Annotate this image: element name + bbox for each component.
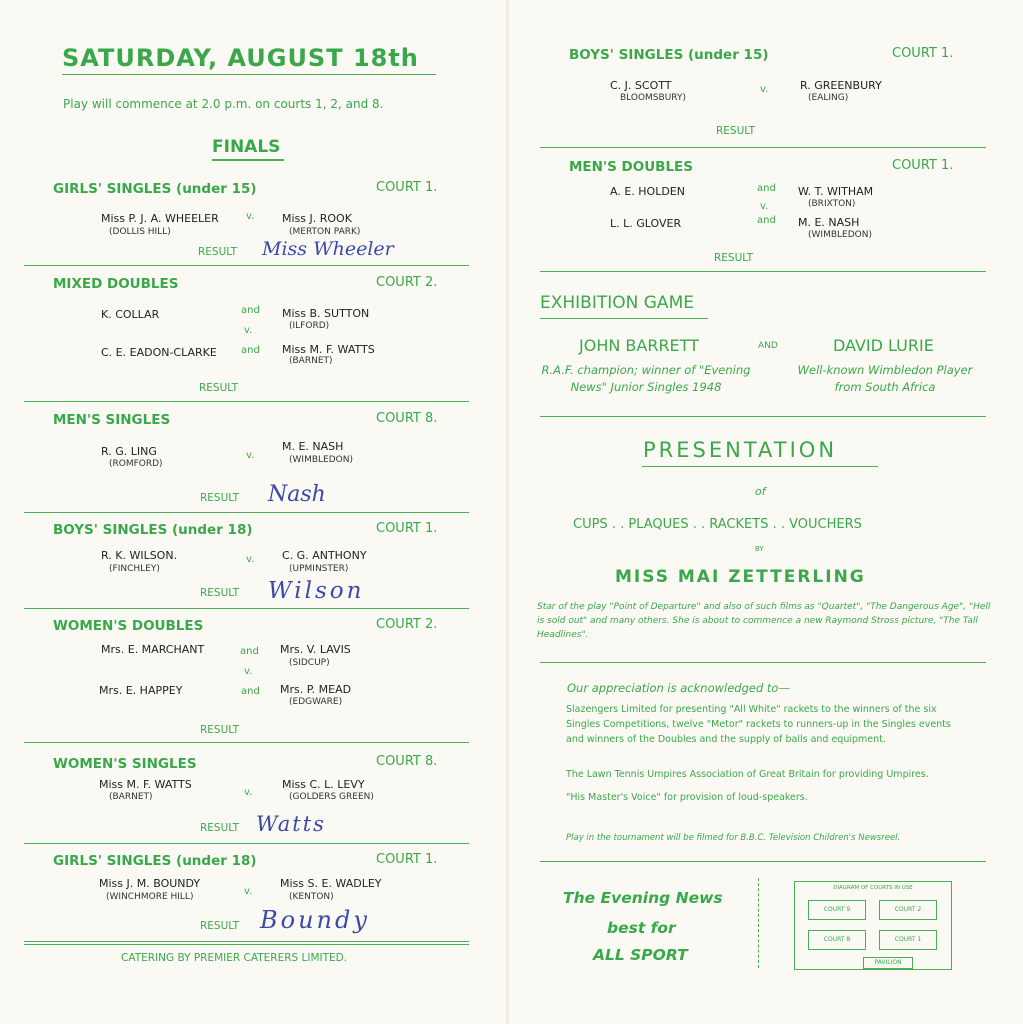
- exhibition-heading: EXHIBITION GAME: [540, 293, 694, 313]
- player-description: R.A.F. champion; winner of "Evening News" Junior Singles 1948: [541, 363, 751, 394]
- advert-line: ALL SPORT: [593, 946, 688, 964]
- court-label: COURT 2.: [376, 275, 438, 290]
- section-divider: [24, 512, 469, 513]
- result-label: RESULT: [200, 724, 240, 736]
- event-title: MEN'S DOUBLES: [569, 159, 693, 175]
- player-name: K. COLLAR: [101, 308, 160, 321]
- event-title: BOYS' SINGLES (under 15): [569, 47, 769, 63]
- court-label: COURT 1.: [376, 521, 438, 536]
- court-box: COURT 8: [808, 930, 866, 950]
- left-page: [0, 0, 506, 1024]
- and-connector: and: [241, 345, 260, 356]
- player-name: Miss M. F. WATTS: [99, 778, 192, 791]
- player-club: (WINCHMORE HILL): [106, 892, 194, 902]
- section-divider: [24, 608, 469, 609]
- player-club: (ILFORD): [289, 321, 330, 331]
- versus: v.: [760, 201, 769, 212]
- right-page: [509, 0, 1023, 1024]
- player-name: Mrs. P. MEAD: [280, 683, 352, 696]
- presenter-name: MISS MAI ZETTERLING: [615, 567, 866, 587]
- handwritten-result: Wilson: [268, 578, 365, 604]
- court-label: COURT 2.: [376, 617, 438, 632]
- event-title: WOMEN'S DOUBLES: [53, 618, 204, 634]
- player-club: (DOLLIS HILL): [109, 227, 171, 237]
- player-name: R. GREENBURY: [800, 79, 882, 92]
- section-divider: [540, 861, 986, 862]
- player-name: Miss B. SUTTON: [282, 307, 370, 320]
- versus: v.: [246, 554, 255, 565]
- player-name: R. G. LING: [101, 445, 157, 458]
- player-name: C. J. SCOTT: [610, 79, 672, 92]
- player-club: (BRIXTON): [808, 199, 856, 209]
- of-label: of: [755, 485, 766, 498]
- versus: v.: [760, 84, 769, 95]
- appreciation-text: Slazengers Limited for presenting "All White" rackets to the winners of the six Singles Competitions, twelve "Metor" rackets to runners-up in the Singles events and winners of the Doubles and the supply of balls and equipment.: [566, 704, 951, 745]
- result-label: RESULT: [200, 920, 240, 932]
- court-label: COURT 1.: [892, 158, 954, 173]
- versus: v.: [244, 666, 253, 677]
- and-connector: and: [757, 215, 776, 226]
- date-underline: [62, 74, 436, 75]
- court-label: COURT 8.: [376, 411, 438, 426]
- player-club: (BARNET): [289, 356, 333, 366]
- handwritten-result: Miss Wheeler: [262, 238, 394, 260]
- player-club: (EDGWARE): [289, 697, 343, 707]
- versus: v.: [244, 787, 253, 798]
- player-club: BLOOMSBURY): [620, 93, 686, 103]
- finals-underline: [212, 159, 284, 161]
- player-club: (FINCHLEY): [109, 564, 160, 574]
- versus: v.: [244, 886, 253, 897]
- section-divider: [24, 265, 469, 266]
- player-name: Miss C. L. LEVY: [282, 778, 365, 791]
- player-club: (SIDCUP): [289, 658, 330, 668]
- player-club: (ROMFORD): [109, 459, 163, 469]
- handwritten-result: Boundy: [260, 906, 370, 934]
- and-connector: AND: [758, 341, 778, 351]
- pavilion-box: PAVILION: [863, 957, 913, 969]
- event-title: BOYS' SINGLES (under 18): [53, 522, 253, 538]
- result-label: RESULT: [200, 492, 240, 504]
- handwritten-result: Watts: [256, 812, 326, 836]
- player-club: (WIMBLEDON): [289, 455, 353, 465]
- court-box: COURT 2: [879, 900, 937, 920]
- player-club: (BARNET): [109, 792, 153, 802]
- player-club: (UPMINSTER): [289, 564, 349, 574]
- versus: v.: [246, 450, 255, 461]
- court-box: COURT 1: [879, 930, 937, 950]
- player-club: (KENTON): [289, 892, 334, 902]
- event-title: WOMEN'S SINGLES: [53, 756, 197, 772]
- section-divider: [540, 147, 986, 148]
- event-title: MIXED DOUBLES: [53, 276, 179, 292]
- player-name: Miss J. M. BOUNDY: [99, 877, 201, 890]
- appreciation-heading: Our appreciation is acknowledged to—: [567, 681, 790, 695]
- player-name: C. E. EADON-CLARKE: [101, 346, 217, 359]
- appreciation-text: The Lawn Tennis Umpires Association of Great Britain for providing Umpires.: [566, 769, 929, 780]
- result-label: RESULT: [198, 246, 238, 258]
- versus: v.: [244, 325, 253, 336]
- result-label: RESULT: [716, 125, 756, 137]
- presenter-bio: Star of the play "Point of Departure" and also of such films as "Quartet", "The Dangerous Age", "Hell is sold out" and many others. She is about to commence a new Raymond Stross picture, "The Tall Headlines".: [537, 602, 991, 640]
- court-box: COURT 9: [808, 900, 866, 920]
- exhibition-underline: [540, 318, 708, 319]
- player-name: W. T. WITHAM: [798, 185, 874, 198]
- section-divider: [540, 416, 986, 417]
- date-heading: SATURDAY, AUGUST 18th: [62, 44, 419, 72]
- awards-list: CUPS . . PLAQUES . . RACKETS . . VOUCHERS: [573, 517, 862, 532]
- advert-line: The Evening News: [563, 889, 723, 907]
- player-name: Mrs. E. HAPPEY: [99, 684, 183, 697]
- result-label: RESULT: [200, 587, 240, 599]
- presentation-underline: [642, 466, 878, 467]
- court-label: COURT 1.: [892, 46, 954, 61]
- diagram-title: DIAGRAM OF COURTS IN USE: [833, 885, 913, 891]
- event-title: GIRLS' SINGLES (under 15): [53, 181, 257, 197]
- exhibition-player: JOHN BARRETT: [579, 336, 699, 355]
- handwritten-result: Nash: [268, 482, 326, 507]
- player-name: A. E. HOLDEN: [610, 185, 685, 198]
- finals-heading: FINALS: [212, 137, 281, 157]
- court-diagram: [794, 881, 952, 970]
- player-club: (WIMBLEDON): [808, 230, 872, 240]
- versus: v.: [246, 211, 255, 222]
- filming-note: Play in the tournament will be filmed for B.B.C. Television Children's Newsreel.: [566, 833, 901, 843]
- and-connector: and: [240, 646, 259, 657]
- section-divider: [24, 843, 469, 844]
- advert-line: best for: [607, 919, 676, 937]
- and-connector: and: [241, 686, 260, 697]
- event-title: MEN'S SINGLES: [53, 412, 171, 428]
- presentation-heading: PRESENTATION: [643, 438, 838, 462]
- result-label: RESULT: [200, 822, 240, 834]
- court-label: COURT 1.: [376, 180, 438, 195]
- player-name: Miss J. ROOK: [282, 212, 352, 225]
- and-connector: and: [757, 183, 776, 194]
- catering-note: CATERING BY PREMIER CATERERS LIMITED.: [121, 952, 348, 964]
- section-divider: [24, 944, 469, 945]
- player-name: M. E. NASH: [798, 216, 860, 229]
- section-divider: [540, 662, 986, 663]
- section-divider: [540, 271, 986, 272]
- court-label: COURT 1.: [376, 852, 438, 867]
- exhibition-player: DAVID LURIE: [833, 336, 934, 355]
- section-divider: [24, 941, 469, 942]
- player-name: M. E. NASH: [282, 440, 344, 453]
- player-club: (EALING): [808, 93, 849, 103]
- player-name: Miss P. J. A. WHEELER: [101, 212, 219, 225]
- by-label: BY: [755, 545, 764, 553]
- section-divider: [24, 401, 469, 402]
- result-label: RESULT: [199, 382, 239, 394]
- player-description: Well-known Wimbledon Player from South Africa: [797, 363, 973, 394]
- player-name: R. K. WILSON.: [101, 549, 178, 562]
- event-title: GIRLS' SINGLES (under 18): [53, 853, 257, 869]
- player-club: (MERTON PARK): [289, 227, 361, 237]
- player-name: Mrs. V. LAVIS: [280, 643, 351, 656]
- decorative-divider: [758, 878, 765, 968]
- court-label: COURT 8.: [376, 754, 438, 769]
- result-label: RESULT: [714, 252, 754, 264]
- player-name: Miss S. E. WADLEY: [280, 877, 382, 890]
- player-club: (GOLDERS GREEN): [289, 792, 374, 802]
- player-name: L. L. GLOVER: [610, 217, 682, 230]
- section-divider: [24, 742, 469, 743]
- and-connector: and: [241, 305, 260, 316]
- player-name: Mrs. E. MARCHANT: [101, 643, 205, 656]
- play-times-note: Play will commence at 2.0 p.m. on courts 1, 2, and 8.: [63, 97, 384, 111]
- appreciation-text: "His Master's Voice" for provision of loud-speakers.: [566, 792, 808, 803]
- player-name: C. G. ANTHONY: [282, 549, 367, 562]
- player-name: Miss M. F. WATTS: [282, 343, 375, 356]
